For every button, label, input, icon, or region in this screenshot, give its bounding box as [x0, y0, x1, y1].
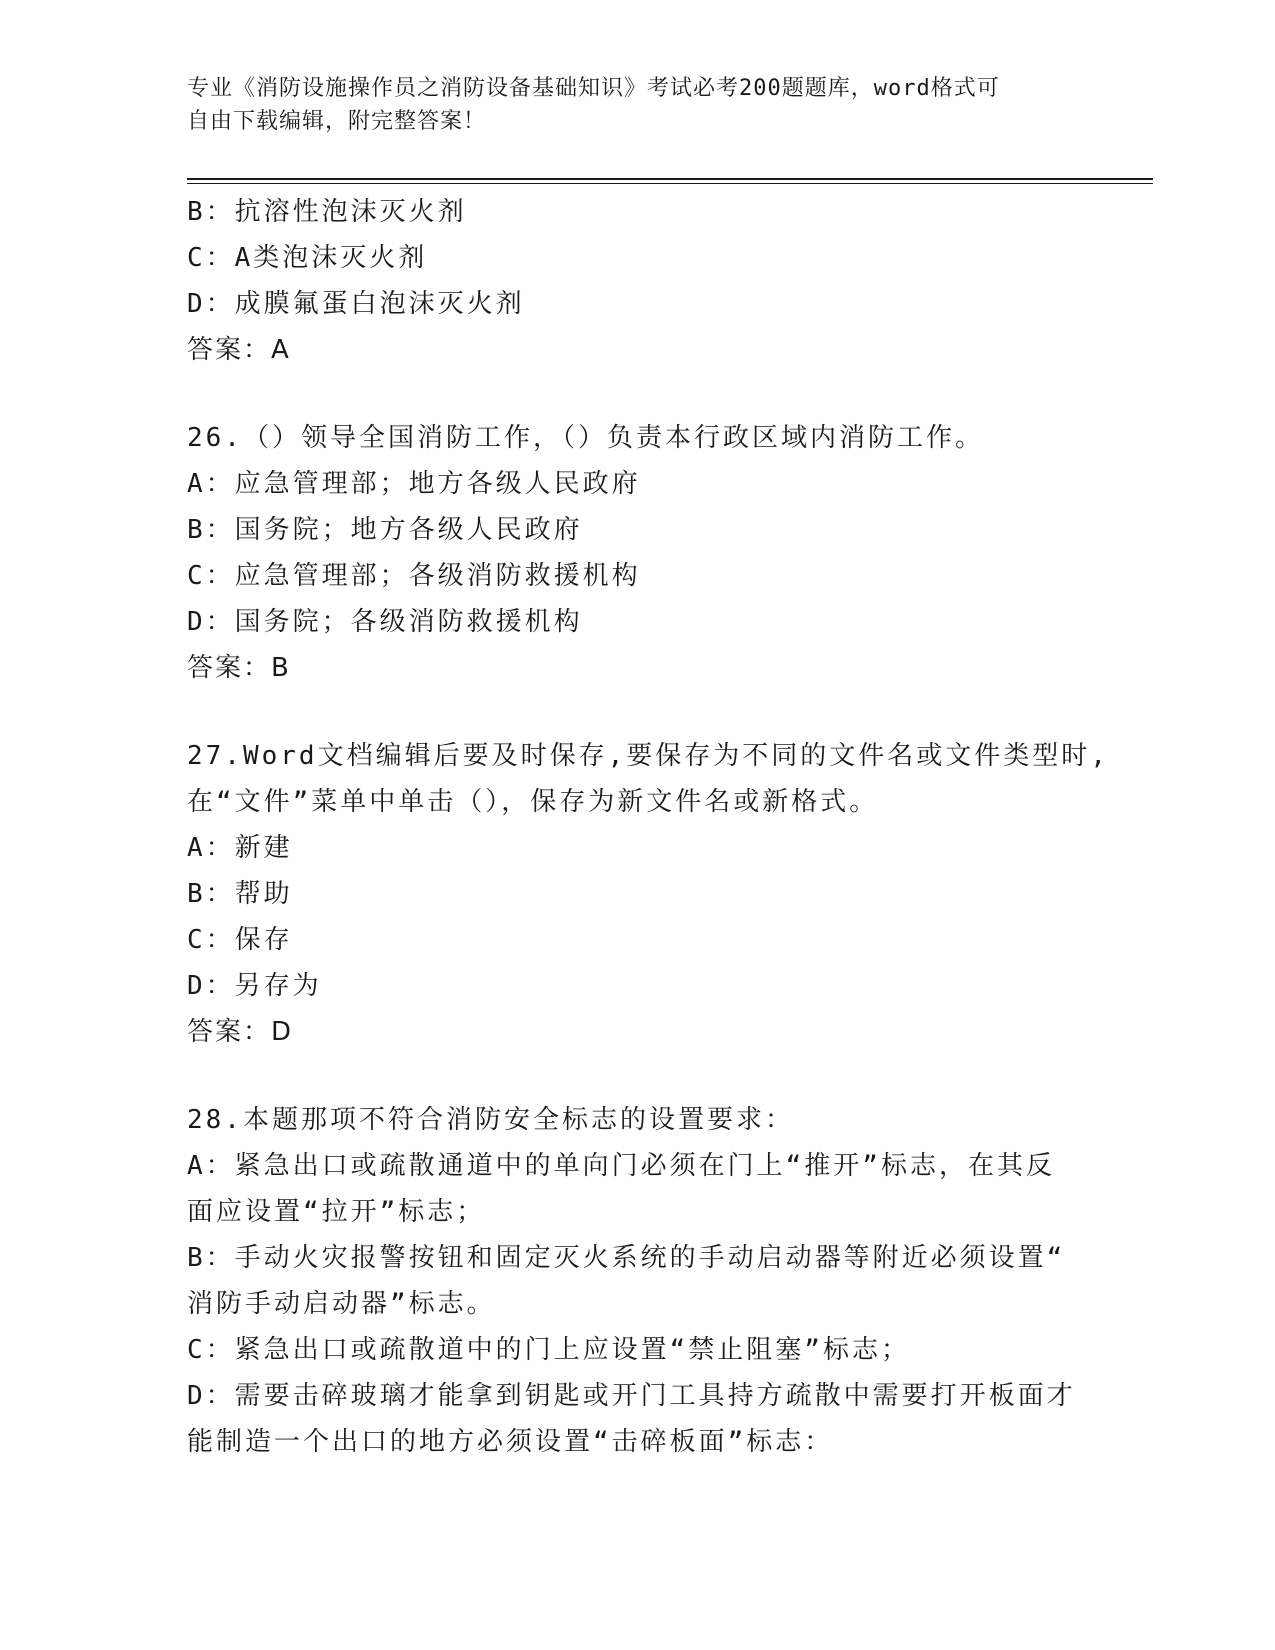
question-27-block — [187, 733, 1109, 1055]
question-26-block — [187, 415, 1087, 691]
header-divider-thick — [187, 178, 1153, 180]
option-d-line-2: 能制造一个出口的地方必须设置“击碎板面”标志： — [187, 1427, 834, 1457]
page-header — [187, 72, 1067, 138]
option-b: B：抗溶性泡沫灭火剂 — [187, 197, 467, 227]
spacer — [187, 373, 1087, 415]
answer: 答案：A — [187, 335, 291, 365]
question-stem-line-1: 27.Word文档编辑后要及时保存,要保存为不同的文件名或文件类型时, — [187, 741, 1109, 771]
question-stem-line-2: 在“文件”菜单中单击（），保存为新文件名或新格式。 — [187, 787, 879, 817]
option-b-line-2: 消防手动启动器”标志。 — [187, 1289, 496, 1319]
option-b: B：帮助 — [187, 879, 293, 909]
header-line-2: 自由下载编辑，附完整答案！ — [187, 109, 487, 134]
option-d: D：国务院；各级消防救援机构 — [187, 607, 583, 637]
option-b: B：国务院；地方各级人民政府 — [187, 515, 583, 545]
answer: 答案：B — [187, 653, 291, 683]
question-stem: 26.（）领导全国消防工作，（）负责本行政区域内消防工作。 — [187, 423, 984, 453]
option-a: A：应急管理部；地方各级人民政府 — [187, 469, 641, 499]
option-a-line-1: A：紧急出口或疏散通道中的单向门必须在门上“推开”标志，在其反 — [187, 1151, 1055, 1181]
option-a: A：新建 — [187, 833, 293, 863]
header-line-1: 专业《消防设施操作员之消防设备基础知识》考试必考200题题库，word格式可 — [187, 76, 1000, 101]
option-a-line-2: 面应设置“拉开”标志； — [187, 1197, 486, 1227]
spacer — [187, 691, 1087, 733]
option-b-line-1: B：手动火灾报警按钮和固定灭火系统的手动启动器等附近必须设置“ — [187, 1243, 1066, 1273]
question-stem: 28.本题那项不符合消防安全标志的设置要求： — [187, 1105, 794, 1135]
option-d-line-1: D：需要击碎玻璃才能拿到钥匙或开门工具持方疏散中需要打开板面才 — [187, 1381, 1076, 1411]
option-c: C：应急管理部；各级消防救援机构 — [187, 561, 641, 591]
header-divider-thin — [187, 183, 1153, 184]
document-body — [187, 189, 1109, 1465]
option-d: D：成膜氟蛋白泡沫灭火剂 — [187, 289, 525, 319]
prev-question-block — [187, 189, 1087, 373]
option-d: D：另存为 — [187, 971, 322, 1001]
option-c: C：A类泡沫灭火剂 — [187, 243, 428, 273]
answer: 答案：D — [187, 1017, 294, 1047]
spacer — [187, 1055, 1087, 1097]
option-c: C：紧急出口或疏散道中的门上应设置“禁止阻塞”标志； — [187, 1335, 910, 1365]
question-28-block — [187, 1097, 1087, 1465]
option-c: C：保存 — [187, 925, 293, 955]
